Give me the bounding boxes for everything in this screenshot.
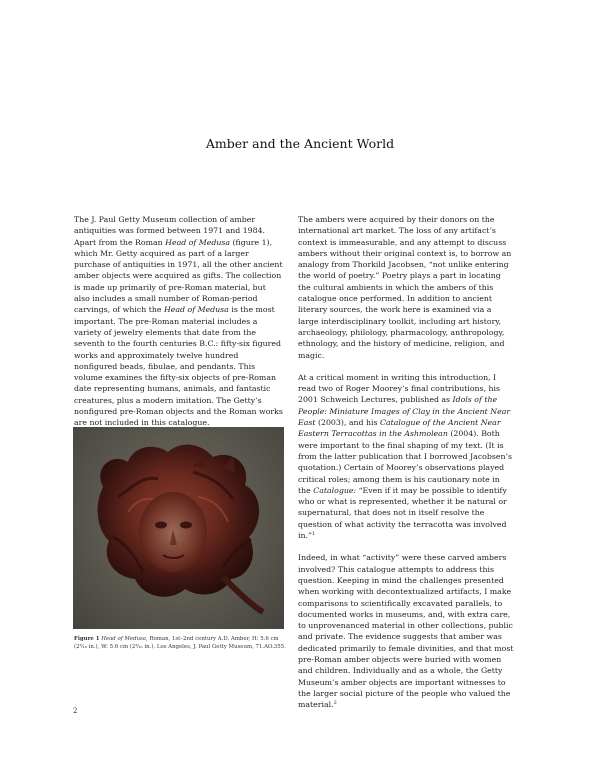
paragraph: The ambers were acquired by their donors on the international art market. The loss of any artifact’s context is immeasurable, and any attempt to discuss ambers without their original context is, to borrow an analogy from Thorkild Jacobsen, “not unlike entering the world of poetry.” Poetry plays a part in locating the cultural ambients in which the ambers of this catalogue once performed. In addition to ancient literary sources, the work here is examined via a large interdisciplinary toolkit, including art history, archaeology, philology, pharmacology, anthropology, ethnology, and the history of medicine, religion, and magic. xyxy=(298,215,512,360)
book-title: Catalogue of the Ancient Near Eastern Terracottas in the Ashmolean xyxy=(298,418,501,439)
footnote-marker[interactable]: 1 xyxy=(311,531,316,538)
figure-label: Figure 1 xyxy=(74,636,100,642)
caption-artwork-title: Head of Medusa xyxy=(101,636,147,642)
left-column xyxy=(74,214,284,429)
page-number: 2 xyxy=(73,707,78,715)
book-title: Catalogue: xyxy=(313,485,357,495)
medusa-photo xyxy=(73,427,284,629)
artwork-title: Head of Medusa xyxy=(163,305,229,315)
caption-text: , Roman, 1st–2nd century A.D. Amber, H: 5.6 cm (2³⁄₁₆ in.), W: 5.6 cm (2³⁄₁₆ in.). Los Angeles, J. Paul Getty Museum, 71.AO.355. xyxy=(74,636,286,651)
paragraph: Indeed, in what “activity” were these carved ambers involved? This catalogue attempts to address this question. Keeping in mind the challenges presented when working with decontextualized artifacts, I make comparisons to scientifically excavated parallels, to documented works in museums, and, with extra care, to unprovenanced material in other collections, public and private. The evidence suggests that amber was dedicated primarily to female divinities, and that most pre-Roman amber objects were buried with women and children. Individually and as a whole, the Getty Museum’s amber objects are important witnesses to the larger social picture of the people who valued the material.$^2$ xyxy=(298,553,514,710)
page-title: Amber and the Ancient World xyxy=(205,136,395,151)
paragraph: At a critical moment in writing this introduction, I read two of Roger Moorey’s final contributions, his 2001 Schweich Lectures, published as Idols of the People: Miniature Images of Clay in the Ancient Near East (2003), and his Catalogue of the Ancient Near Eastern Terracottas in the Ashmolean (2004). Both were important to the final shaping of my text. (It is from the latter publication that I borrowed Jacobsen’s quotation.) Certain of Moorey’s observations played critical roles; among them is his cautionary note in the Catalogue: “Even if it may be possible to identify who or what is represented, whether it be natural or supernatural, that does not in itself resolve the question of what activity the terracotta was involved in.”$^1$ xyxy=(298,372,512,541)
footnote-marker[interactable]: 2 xyxy=(333,700,337,707)
paragraph: The J. Paul Getty Museum collection of amber antiquities was formed between 1971 and 1984. Apart from the Roman Head of Medusa (figure 1), which Mr. Getty acquired as part of a larger purchase of antiquities in 1971, all the other ancient amber objects were acquired as gifts. The collection is made up primarily of pre-Roman material, but also includes a small number of Roman-period carvings, of which the Head of Medusa is the most important. The pre-Roman material includes a variety of jewelry elements that date from the seventh to the fourth centuries B.C.: fifty-six figured works and approximately twelve hundred nonfigured beads, fibulae, and pendants. This volume examines the fifty-six objects of pre-Roman date representing humans, animals, and fantastic creatures, plus a modern imitation. The Getty’s nonfigured pre-Roman objects and the Roman works are not included in this catalogue. xyxy=(74,215,283,428)
medusa-image xyxy=(73,427,284,629)
figure-caption xyxy=(74,635,286,651)
book-title: Idols of the People: Miniature Images of Clay in the Ancient Near East xyxy=(298,395,511,428)
artwork-title: Head of Medusa xyxy=(165,237,231,247)
right-column xyxy=(298,214,514,710)
